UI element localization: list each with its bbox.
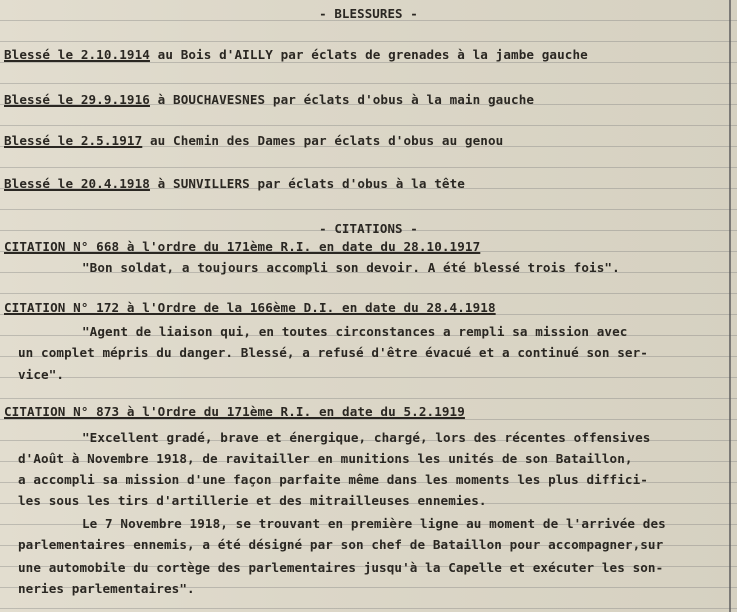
citation-1-heading: CITATION N° 668 à l'ordre du 171ème R.I. en date du 28.10.1917 [4, 239, 481, 254]
citation-2-heading: CITATION N° 172 à l'Ordre de la 166ème D.I. en date du 28.4.1918 [4, 300, 496, 315]
blessures-heading: - BLESSURES - [319, 6, 418, 21]
citation-3-text: les sous les tirs d'artillerie et des mitrailleuses ennemies. [18, 493, 487, 508]
citation-3-text: a accompli sa mission d'une façon parfaite même dans les moments les plus diffici- [18, 472, 648, 487]
blessure-line-2 [4, 92, 534, 107]
blessure-line-4 [4, 176, 465, 191]
blessure-date: Blessé le 2.5.1917 [4, 133, 143, 148]
blessure-date: Blessé le 20.4.1918 [4, 176, 150, 191]
blessure-line-3 [4, 133, 503, 148]
citation-2-text: "Agent de liaison qui, en toutes circonstances a rempli sa mission avec [82, 324, 628, 339]
citation-3-text: "Excellent gradé, brave et énergique, chargé, lors des récentes offensives [82, 430, 651, 445]
blessure-text: à BOUCHAVESNES par éclats d'obus à la main gauche [149, 92, 535, 107]
citation-3-text: d'Août à Novembre 1918, de ravitailler en munitions les unités de son Bataillon, [18, 451, 633, 466]
blessure-text: à SUNVILLERS par éclats d'obus à la tête [149, 176, 465, 191]
citation-3-text: parlementaires ennemis, a été désigné par son chef de Bataillon pour accompagner,sur [18, 537, 664, 552]
blessure-date: Blessé le 2.10.1914 [4, 47, 150, 62]
citation-3-heading: CITATION N° 873 à l'Ordre du 171ème R.I. en date du 5.2.1919 [4, 404, 465, 419]
page-edge [729, 0, 731, 612]
citations-heading: - CITATIONS - [319, 221, 418, 236]
blessure-text: au Bois d'AILLY par éclats de grenades à la jambe gauche [149, 47, 588, 62]
citation-1-text: "Bon soldat, a toujours accompli son devoir. A été blessé trois fois". [82, 260, 620, 275]
citation-3-text: Le 7 Novembre 1918, se trouvant en première ligne au moment de l'arrivée des [82, 516, 666, 531]
blessure-date: Blessé le 29.9.1916 [4, 92, 150, 107]
citation-3-text: neries parlementaires". [18, 581, 195, 596]
citation-3-text: une automobile du cortège des parlementaires jusqu'à la Capelle et exécuter les son- [18, 560, 664, 575]
blessure-text: au Chemin des Dames par éclats d'obus au genou [142, 133, 504, 148]
blessure-line-1 [4, 47, 588, 62]
citation-2-text: un complet mépris du danger. Blessé, a refusé d'être évacué et a continué son ser- [18, 345, 648, 360]
citation-2-text: vice". [18, 367, 65, 382]
